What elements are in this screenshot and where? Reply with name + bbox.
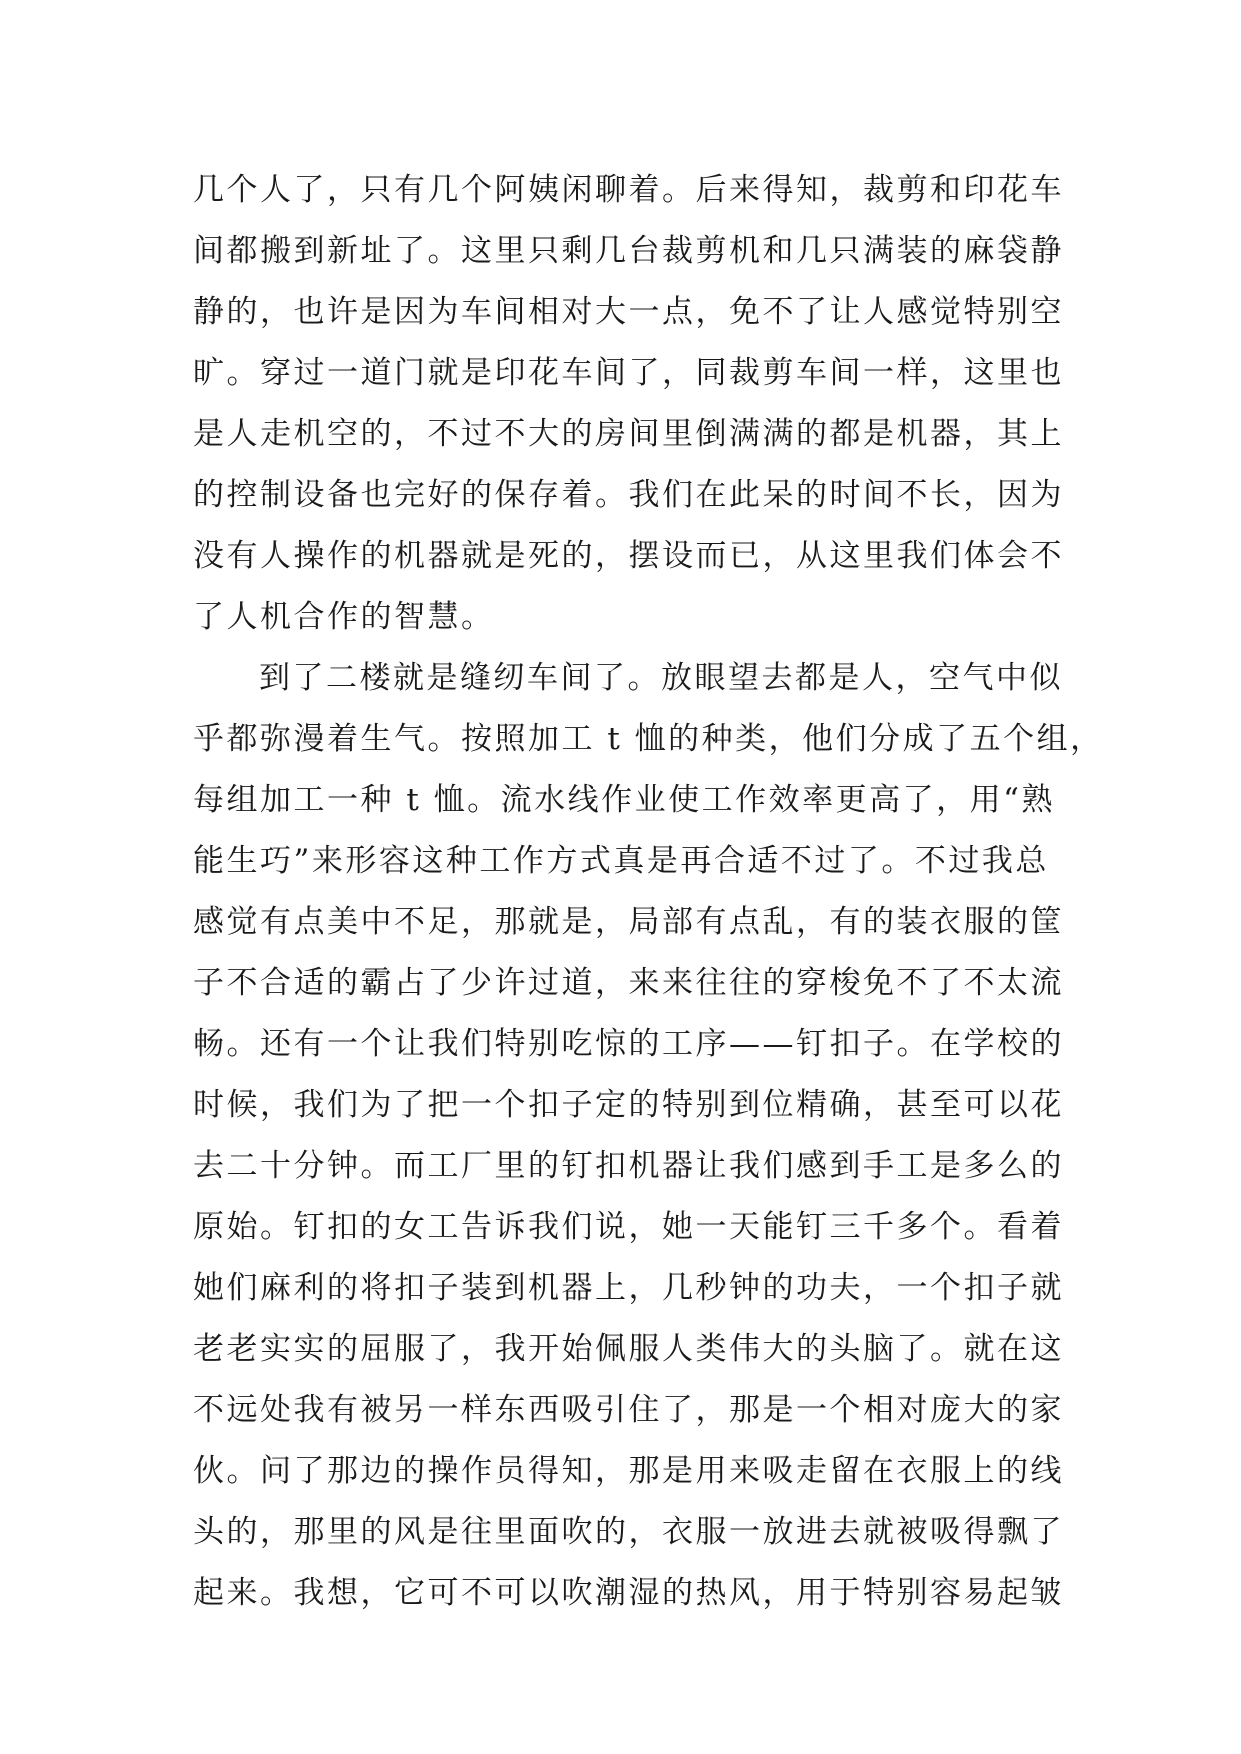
- text-line: 起来。我想，它可不可以吹潮湿的热风，用于特别容易起皱: [193, 1575, 1064, 1611]
- text-line: 间都搬到新址了。这里只剩几台裁剪机和几只满装的麻袋静: [193, 233, 1064, 269]
- text-line: 了人机合作的智慧。: [193, 599, 495, 635]
- text-line: 旷。穿过一道门就是印花车间了，同裁剪车间一样，这里也: [193, 355, 1064, 391]
- text-line: 去二十分钟。而工厂里的钉扣机器让我们感到手工是多么的: [193, 1148, 1064, 1184]
- text-line: 不远处我有被另一样东西吸引住了，那是一个相对庞大的家: [193, 1392, 1064, 1428]
- text-line: 到了二楼就是缝纫车间了。放眼望去都是人，空气中似: [259, 660, 1063, 696]
- text-line: 子不合适的霸占了少许过道，来来往往的穿梭免不了不太流: [193, 965, 1064, 1001]
- text-line: 伙。问了那边的操作员得知，那是用来吸走留在衣服上的线: [193, 1453, 1064, 1489]
- text-line: 头的，那里的风是往里面吹的，衣服一放进去就被吸得飘了: [193, 1514, 1064, 1550]
- text-line: 没有人操作的机器就是死的，摆设而已，从这里我们体会不: [193, 538, 1064, 574]
- text-line: 感觉有点美中不足，那就是，局部有点乱，有的装衣服的筐: [193, 904, 1064, 940]
- text-line: 是人走机空的，不过不大的房间里倒满满的都是机器，其上: [193, 416, 1064, 452]
- text-line: 能生巧”来形容这种工作方式真是再合适不过了。不过我总: [193, 843, 1049, 879]
- text-line: 她们麻利的将扣子装到机器上，几秒钟的功夫，一个扣子就: [193, 1270, 1064, 1306]
- text-line: 时候，我们为了把一个扣子定的特别到位精确，甚至可以花: [193, 1087, 1064, 1123]
- paragraph-1: [193, 160, 1064, 648]
- text-line: 乎都弥漫着生气。按照加工 t 恤的种类，他们分成了五个组，: [193, 721, 1104, 757]
- text-line: 每组加工一种 t 恤。流水线作业使工作效率更高了，用“熟: [193, 782, 1056, 818]
- text-line: 几个人了，只有几个阿姨闲聊着。后来得知，裁剪和印花车: [193, 172, 1064, 208]
- paragraph-2: [193, 648, 1104, 1624]
- text-line: 的控制设备也完好的保存着。我们在此呆的时间不长，因为: [193, 477, 1064, 513]
- body-text: [193, 160, 1104, 1624]
- text-line: 静的，也许是因为车间相对大一点，免不了让人感觉特别空: [193, 294, 1064, 330]
- text-line: 老老实实的屈服了，我开始佩服人类伟大的头脑了。就在这: [193, 1331, 1064, 1367]
- text-line: 畅。还有一个让我们特别吃惊的工序——钉扣子。在学校的: [193, 1026, 1064, 1062]
- text-line: 原始。钉扣的女工告诉我们说，她一天能钉三千多个。看着: [193, 1209, 1064, 1245]
